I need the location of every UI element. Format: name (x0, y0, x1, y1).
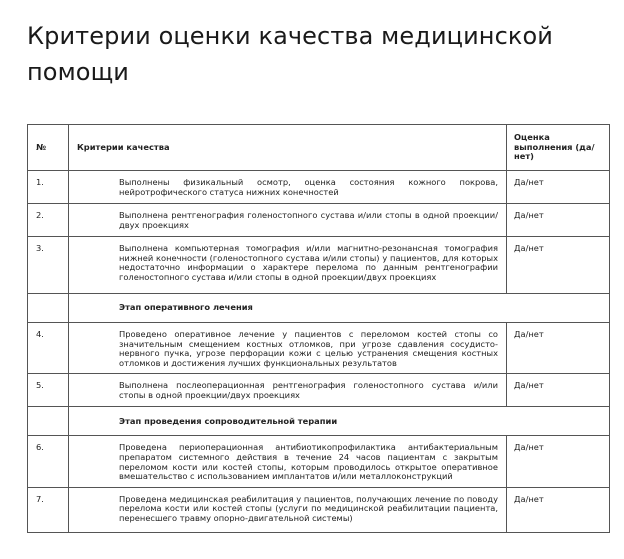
evaluation-cell: Да/нет (507, 323, 610, 374)
section-num-empty (28, 407, 69, 436)
section-row-operative (28, 294, 610, 323)
evaluation-cell: Да/нет (507, 204, 610, 237)
row-number: 7. (28, 487, 69, 532)
evaluation-cell: Да/нет (507, 171, 610, 204)
table-header-row (28, 125, 610, 171)
criterion-text: Проведено оперативное лечение у пациентов с переломом костей стопы со значительным смещением костных отломков, при угрозе сдавления сосудисто-нервного пучка, угрозе перфорации кожи с целью устранения смещения костных отломков и достижения лучших функциональных результатов (69, 323, 507, 374)
evaluation-cell: Да/нет (507, 374, 610, 407)
table-row (28, 171, 610, 204)
evaluation-cell: Да/нет (507, 487, 610, 532)
row-number: 3. (28, 237, 69, 294)
row-number: 1. (28, 171, 69, 204)
row-number: 2. (28, 204, 69, 237)
table-row (28, 374, 610, 407)
criterion-text: Проведена периоперационная антибиотикопрофилактика антибактериальным препаратом системного действия в течение 24 часов пациентам с закрытым переломом кости или костей стопы, которым проводилось открытое оперативное вмешательство с использованием имплантатов и/или металлоконструкций (69, 436, 507, 487)
criterion-text: Выполнена компьютерная томография и/или магнитно-резонансная томография нижней конечности (голеностопного сустава и/или стопы) у пациентов, для которых недостаточно информации о характере перелома по данным рентгенографии голеностопного сустава и/или стопы в одной проекции/двух проекциях (69, 237, 507, 294)
section-row-supportive (28, 407, 610, 436)
row-number: 6. (28, 436, 69, 487)
page-title: Критерии оценки качества медицинской помощи (27, 22, 553, 86)
criterion-text: Выполнены физикальный осмотр, оценка состояния кожного покрова, нейротрофического статуса нижних конечностей (69, 171, 507, 204)
table-row (28, 487, 610, 532)
evaluation-cell: Да/нет (507, 237, 610, 294)
evaluation-cell: Да/нет (507, 436, 610, 487)
section-num-empty (28, 294, 69, 323)
row-number: 4. (28, 323, 69, 374)
criterion-text: Проведена медицинская реабилитация у пациентов, получающих лечение по поводу перелома кости или костей стопы (услуги по медицинской реабилитации пациента, перенесшего травму опорно-двигательной системы) (69, 487, 507, 532)
table-row (28, 237, 610, 294)
table-row (28, 436, 610, 487)
criterion-text: Выполнена послеоперационная рентгенография голеностопного сустава и/или стопы в одной проекции/двух проекциях (69, 374, 507, 407)
criterion-text: Выполнена рентгенография голеностопного сустава и/или стопы в одной проекции/двух проекциях (69, 204, 507, 237)
quality-criteria-table (27, 124, 610, 533)
header-num: № (28, 125, 69, 171)
section-heading: Этап оперативного лечения (69, 294, 610, 323)
section-heading: Этап проведения сопроводительной терапии (69, 407, 610, 436)
table-row (28, 204, 610, 237)
table-row (28, 323, 610, 374)
header-criteria: Критерии качества (69, 125, 507, 171)
header-evaluation: Оценка выполнения (да/нет) (507, 125, 610, 171)
row-number: 5. (28, 374, 69, 407)
